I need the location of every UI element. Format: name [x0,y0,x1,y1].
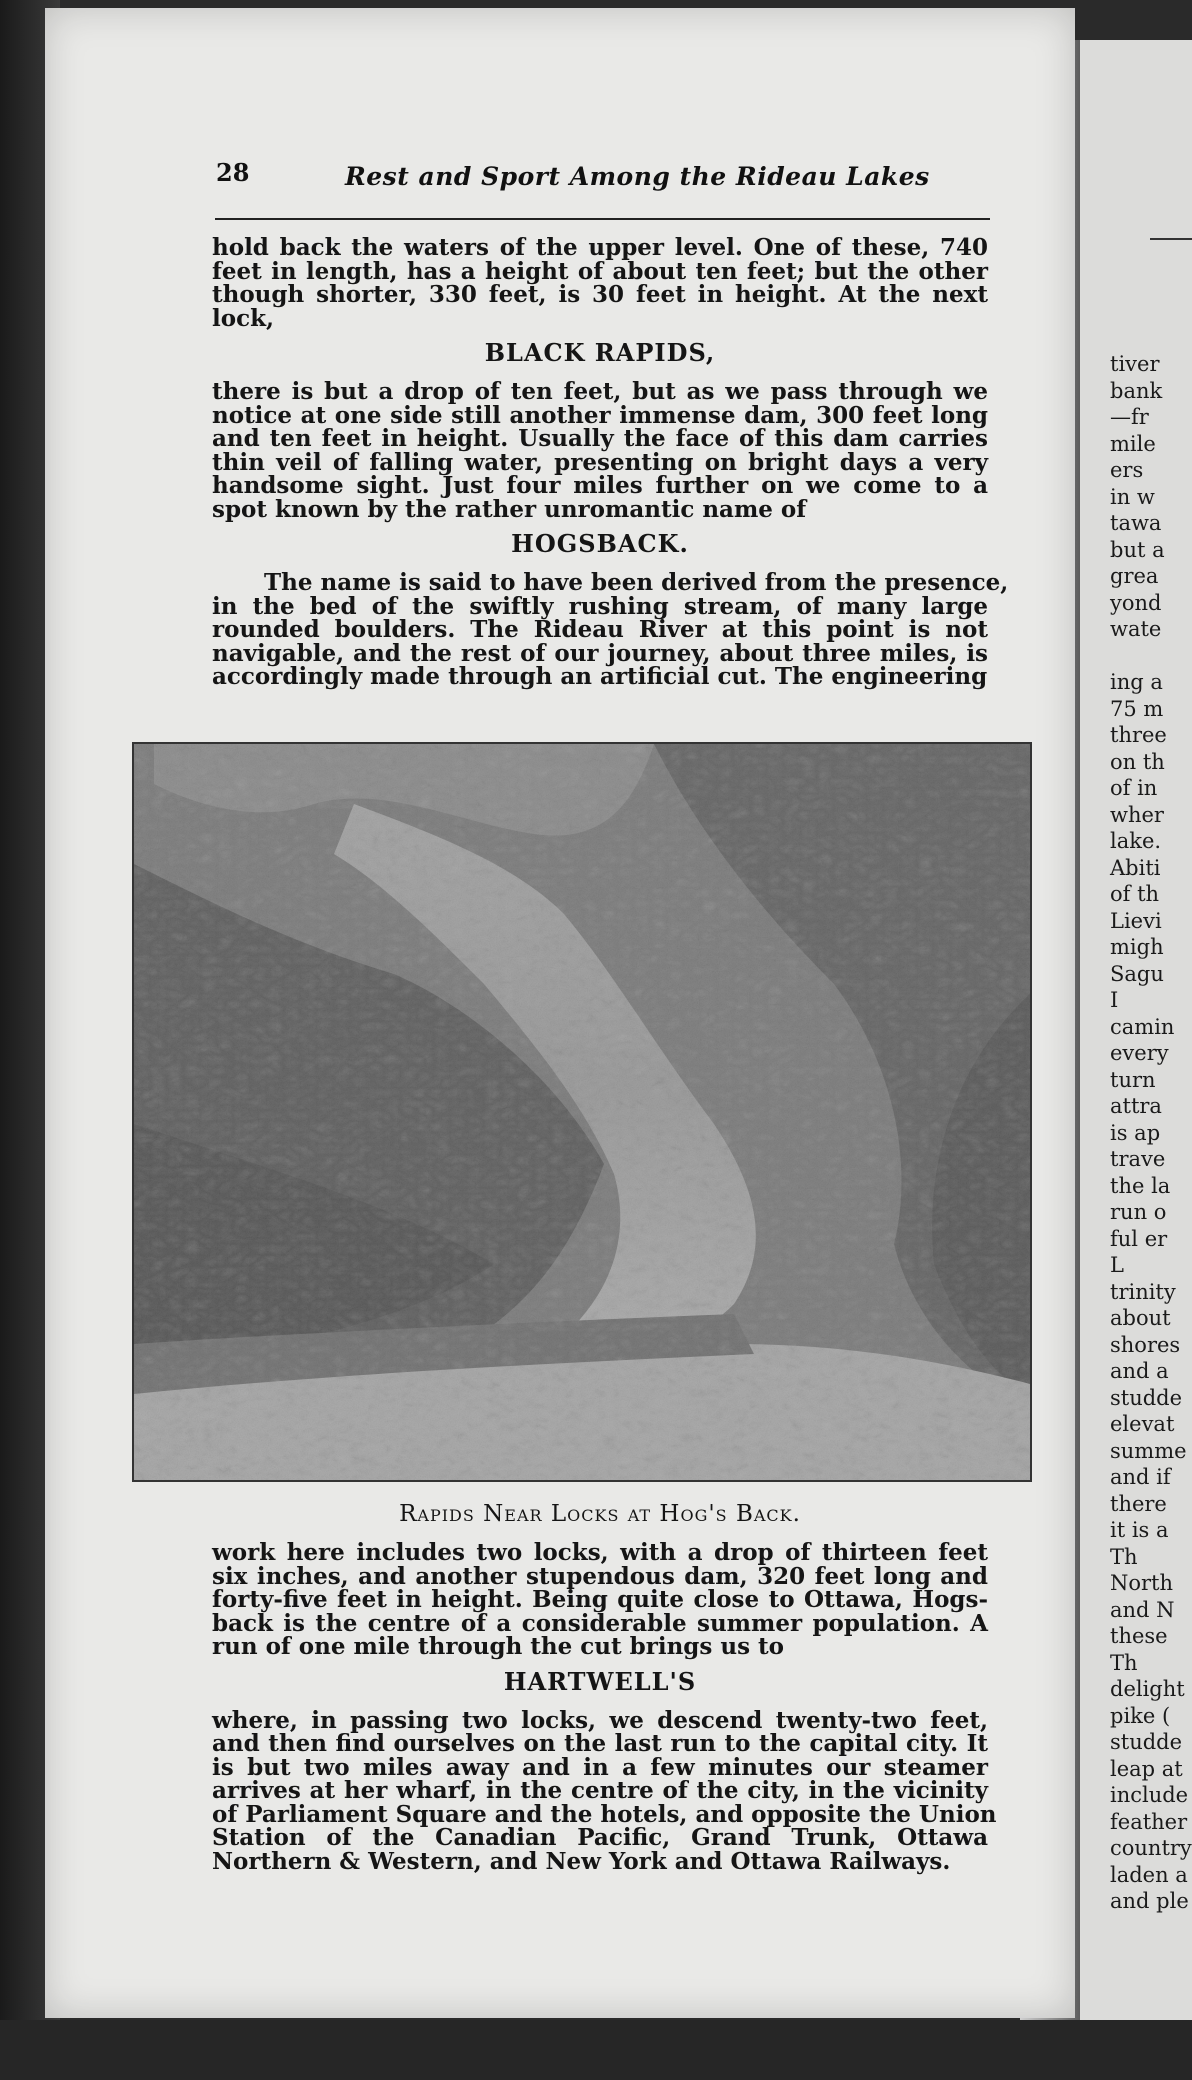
adjacent-page-line: about [1110,1306,1171,1330]
adjacent-page-line: but a [1110,537,1165,562]
text-line: thin veil of falling water, presenting on bright days a very [212,448,988,476]
adjacent-page-line: of in [1110,776,1158,800]
adjacent-page-line: North [1110,1571,1174,1595]
text-line: and then find ourselves on the last run to the capital city. It [212,1730,988,1757]
text-line: of Parliament Square and the hotels, and opposite the Union [212,1800,997,1828]
adjacent-page-line: ing a [1110,670,1163,694]
adjacent-page-line: trave [1110,1147,1166,1171]
adjacent-page-line: in w [1110,484,1155,509]
adjacent-page-line: and a [1110,1359,1169,1383]
adjacent-page-line: Sagu [1110,961,1164,986]
text-line: work here includes two locks, with a drop of thirteen feet [212,1539,988,1566]
text-line: forty-five feet in height. Being quite close to Ottawa, Hogs- [212,1586,988,1613]
text-line: where, in passing two locks, we descend twenty-two feet, [212,1706,988,1734]
section-heading: HARTWELL'S [503,1666,697,1696]
adjacent-page-line: trinity [1110,1279,1176,1304]
adjacent-page-line: 75 m [1110,696,1164,721]
text-line: feet in length, has a height of about ten feet; but the other [212,257,988,285]
text-line: handsome sight. Just four miles further on we come to a [212,472,988,499]
text-line: though shorter, 330 feet, is 30 feet in height. At the next [212,281,988,308]
photograph-rapids [132,742,1032,1482]
adjacent-page-line: —fr [1110,405,1149,429]
header-rule [215,218,990,220]
adjacent-page-line: delight [1110,1677,1185,1701]
text-line: and ten feet in height. Usually the face of this dam carries [212,425,988,452]
page-number: 28 [216,158,250,187]
adjacent-page [1080,40,1192,2020]
text-line: run of one mile through the cut brings us to [212,1633,784,1660]
section-heading: HOGSBACK. [511,529,689,558]
adjacent-page-line: elevat [1110,1412,1175,1436]
text-line: Station of the Canadian Pacific, Grand Trunk, Ottawa [212,1824,988,1851]
text-line: notice at one side still another immense dam, 300 feet long [212,401,988,429]
section-heading: BLACK RAPIDS, [484,338,716,367]
adjacent-page-line: tawa [1110,511,1162,535]
adjacent-page-line: bank [1110,378,1163,403]
text-line: back is the centre of a considerable summer population. A [212,1609,988,1637]
adjacent-page-line: yond [1110,590,1162,615]
photo-caption-text: Rapids Near Locks at Hog's Back. [399,1501,801,1527]
text-line: is but two miles away and in a few minutes our steamer [212,1753,988,1781]
adjacent-page-line: mile [1110,431,1156,456]
text-line: hold back the waters of the upper level. One of these, 740 [212,234,988,261]
adjacent-page-line: migh [1110,935,1164,959]
adjacent-page-line: the la [1110,1173,1171,1198]
photo-caption [212,1500,988,1528]
scan-background-bottom [0,2020,1192,2080]
text-line: six inches, and another stupendous dam, 320 feet long and [212,1562,988,1590]
adjacent-page-line: summe [1110,1438,1187,1463]
adjacent-page-line: these [1110,1624,1168,1648]
text-line: arrives at her wharf, in the centre of the city, in the vicinity [212,1777,988,1804]
adjacent-page-line: L [1110,1253,1124,1277]
adjacent-page-line: turn [1110,1067,1156,1092]
text-line: in the bed of the swiftly rushing stream, of many large [212,592,988,620]
adjacent-page-line: Th [1110,1544,1138,1569]
adjacent-page-line: feather [1110,1809,1188,1834]
text-line: lock, [212,304,275,332]
adjacent-page-line: include [1110,1783,1189,1807]
adjacent-page-line: and if [1110,1465,1171,1489]
adjacent-page-line: shores [1110,1332,1181,1357]
adjacent-page-line: laden a [1110,1862,1188,1887]
text-line: rounded boulders. The Rideau River at this point is not [212,616,988,643]
adjacent-page-line: three [1110,723,1167,747]
adjacent-page-header-rule [1150,238,1192,240]
photograph-image [134,744,1030,1480]
text-line: The name is said to have been derived from the presence, [264,569,1009,596]
adjacent-page-line: and ple [1110,1889,1189,1913]
adjacent-page-line: on th [1110,749,1165,774]
text-line: navigable, and the rest of our journey, about three miles, is [212,639,988,667]
adjacent-page-line: it is a [1110,1518,1169,1542]
adjacent-page-line: leap at [1110,1756,1183,1781]
adjacent-page-line: studde [1110,1730,1183,1754]
running-title: Rest and Sport Among the Rideau Lakes [345,162,930,191]
adjacent-page-line: studde [1110,1385,1183,1410]
adjacent-page-line: ful er [1110,1226,1168,1251]
adjacent-page-line: there [1110,1491,1167,1516]
adjacent-page-line: Abiti [1110,855,1161,880]
adjacent-page-line: wate [1110,617,1162,641]
adjacent-page-line: Lievi [1110,908,1162,933]
adjacent-page-line: run o [1110,1200,1167,1224]
adjacent-page-line: every [1110,1041,1169,1065]
adjacent-page-line: of th [1110,882,1160,906]
adjacent-page-line: and N [1110,1597,1175,1622]
adjacent-page-line: wher [1110,802,1164,827]
adjacent-page-line: is ap [1110,1120,1161,1145]
adjacent-page-line: grea [1110,564,1159,588]
adjacent-page-line: camin [1110,1014,1175,1039]
text-line: accordingly made through an artificial cut. The engineering [212,663,988,690]
text-line: there is but a drop of ten feet, but as we pass through we [212,378,988,405]
adjacent-page-line: lake. [1110,829,1162,853]
text-line: spot known by the rather unromantic name of [212,495,807,523]
text-line: Northern & Western, and New York and Ottawa Railways. [212,1847,951,1875]
adjacent-page-line: pike ( [1110,1703,1171,1728]
adjacent-page-line: Th [1110,1650,1138,1675]
adjacent-page-line: I [1110,988,1119,1012]
adjacent-page-line: country [1110,1836,1192,1860]
adjacent-page-line: attra [1110,1094,1162,1118]
adjacent-page-line: ers [1110,458,1144,482]
adjacent-page-line: tiver [1110,352,1160,376]
